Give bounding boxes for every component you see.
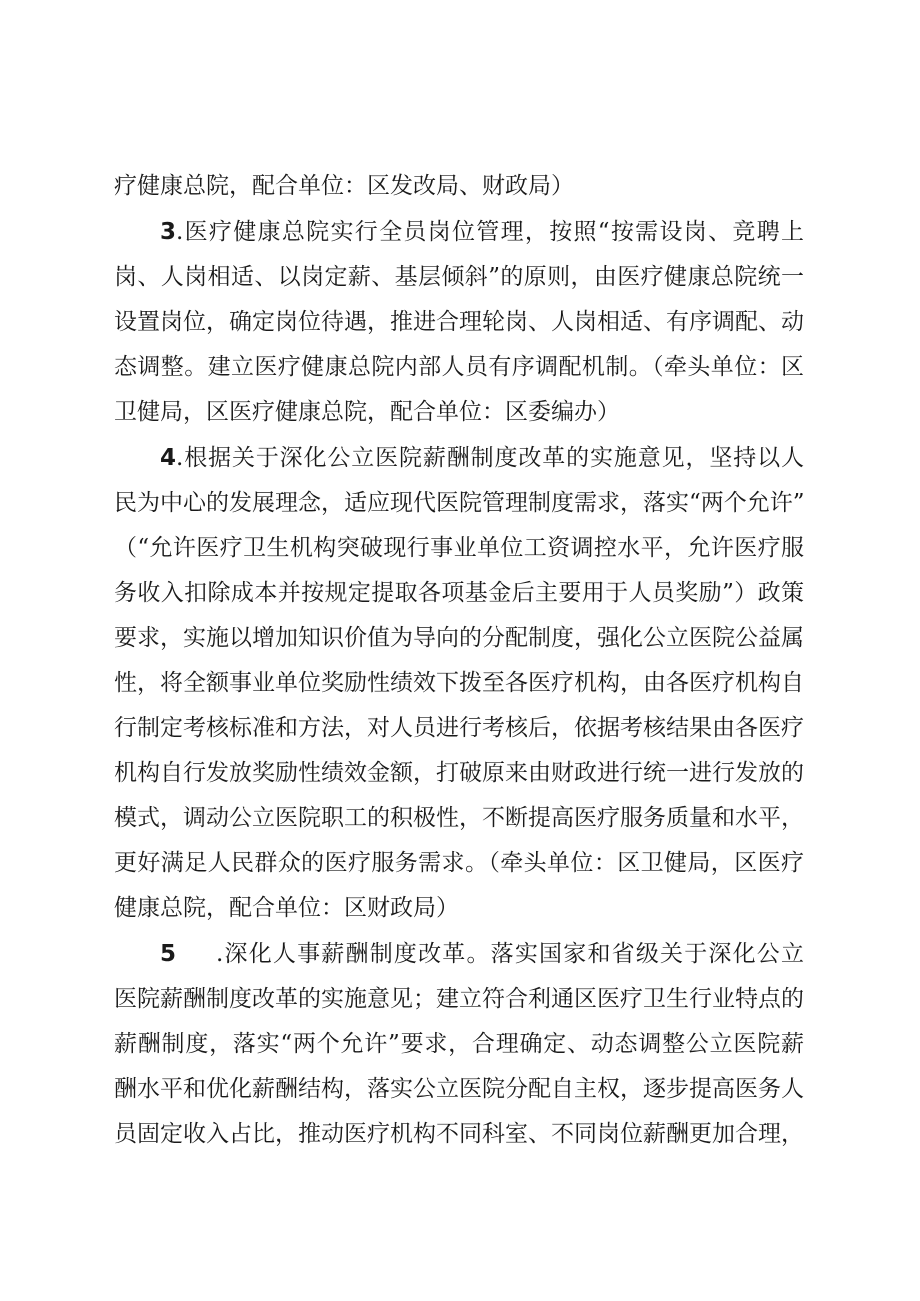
paragraph-4-line-10: 更好满足人民群众的医疗服务需求。（牵头单位：区卫健局，区医疗 xyxy=(114,850,804,876)
paragraph-4-line-9: 模式，调动公立医院职工的积极性，不断提高医疗服务质量和水平， xyxy=(114,805,804,831)
paragraph-4-line-6: 性，将全额事业单位奖励性绩效下拨至各医疗机构，由各医疗机构自 xyxy=(114,670,804,696)
paragraph-5-line-1-text: .深化人事薪酬制度改革。落实国家和省级关于深化公立 xyxy=(216,941,804,967)
paragraph-5-line-5: 员固定收入占比，推动医疗机构不同科室、不同岗位薪酬更加合理， xyxy=(114,1121,804,1147)
paragraph-3-line-5: 卫健局，区医疗健康总院，配合单位：区委编办） xyxy=(114,399,620,425)
paragraph-4-line-7: 行制定考核标准和方法，对人员进行考核后，依据考核结果由各医疗 xyxy=(114,715,804,741)
paragraph-3-line-1 xyxy=(160,212,804,252)
paragraph-3-line-2: 岗、人岗相适、以岗定薪、基层倾斜”的原则，由医疗健康总院统一 xyxy=(114,264,804,290)
paragraph-4-line-2: 民为中心的发展理念，适应现代医院管理制度需求，落实“两个允许” xyxy=(114,490,805,516)
paragraph-4-line-8: 机构自行发放奖励性绩效金额，打破原来由财政进行统一进行发放的 xyxy=(114,760,804,786)
paragraph-4-line-3: （“允许医疗卫生机构突破现行事业单位工资调控水平，允许医疗服 xyxy=(114,535,804,561)
paragraph-4-number: 4 xyxy=(160,445,177,471)
paragraph-5-line-1 xyxy=(160,934,804,974)
paragraph-2-line-1: 疗健康总院，配合单位：区发改局、财政局） xyxy=(114,173,574,199)
paragraph-5-line-2: 医院薪酬制度改革的实施意见；建立符合利通区医疗卫生行业特点的 xyxy=(114,986,804,1012)
paragraph-4-line-5: 要求，实施以增加知识价值为导向的分配制度，强化公立医院公益属 xyxy=(114,625,804,651)
paragraph-3-line-1-text: .医疗健康总院实行全员岗位管理，按照“按需设岗、竞聘上 xyxy=(176,219,804,245)
paragraph-5-line-4: 酬水平和优化薪酬结构，落实公立医院分配自主权，逐步提高医务人 xyxy=(114,1076,804,1102)
paragraph-4-line-11: 健康总院，配合单位：区财政局） xyxy=(114,895,459,921)
paragraph-4-line-4: 务收入扣除成本并按规定提取各项基金后主要用于人员奖励”）政策 xyxy=(114,580,804,606)
paragraph-3-line-4: 态调整。建立医疗健康总院内部人员有序调配机制。（牵头单位：区 xyxy=(114,354,804,380)
paragraph-4-line-1-text: .根据关于深化公立医院薪酬制度改革的实施意见，坚持以人 xyxy=(176,445,804,471)
paragraph-5-number: 5 xyxy=(160,941,177,967)
paragraph-3-number: 3 xyxy=(160,219,177,245)
paragraph-5-line-3: 薪酬制度，落实“两个允许”要求，合理确定、动态调整公立医院薪 xyxy=(114,1031,804,1057)
paragraph-3-line-3: 设置岗位，确定岗位待遇，推进合理轮岗、人岗相适、有序调配、动 xyxy=(114,309,804,335)
paragraph-4-line-1 xyxy=(160,438,804,478)
